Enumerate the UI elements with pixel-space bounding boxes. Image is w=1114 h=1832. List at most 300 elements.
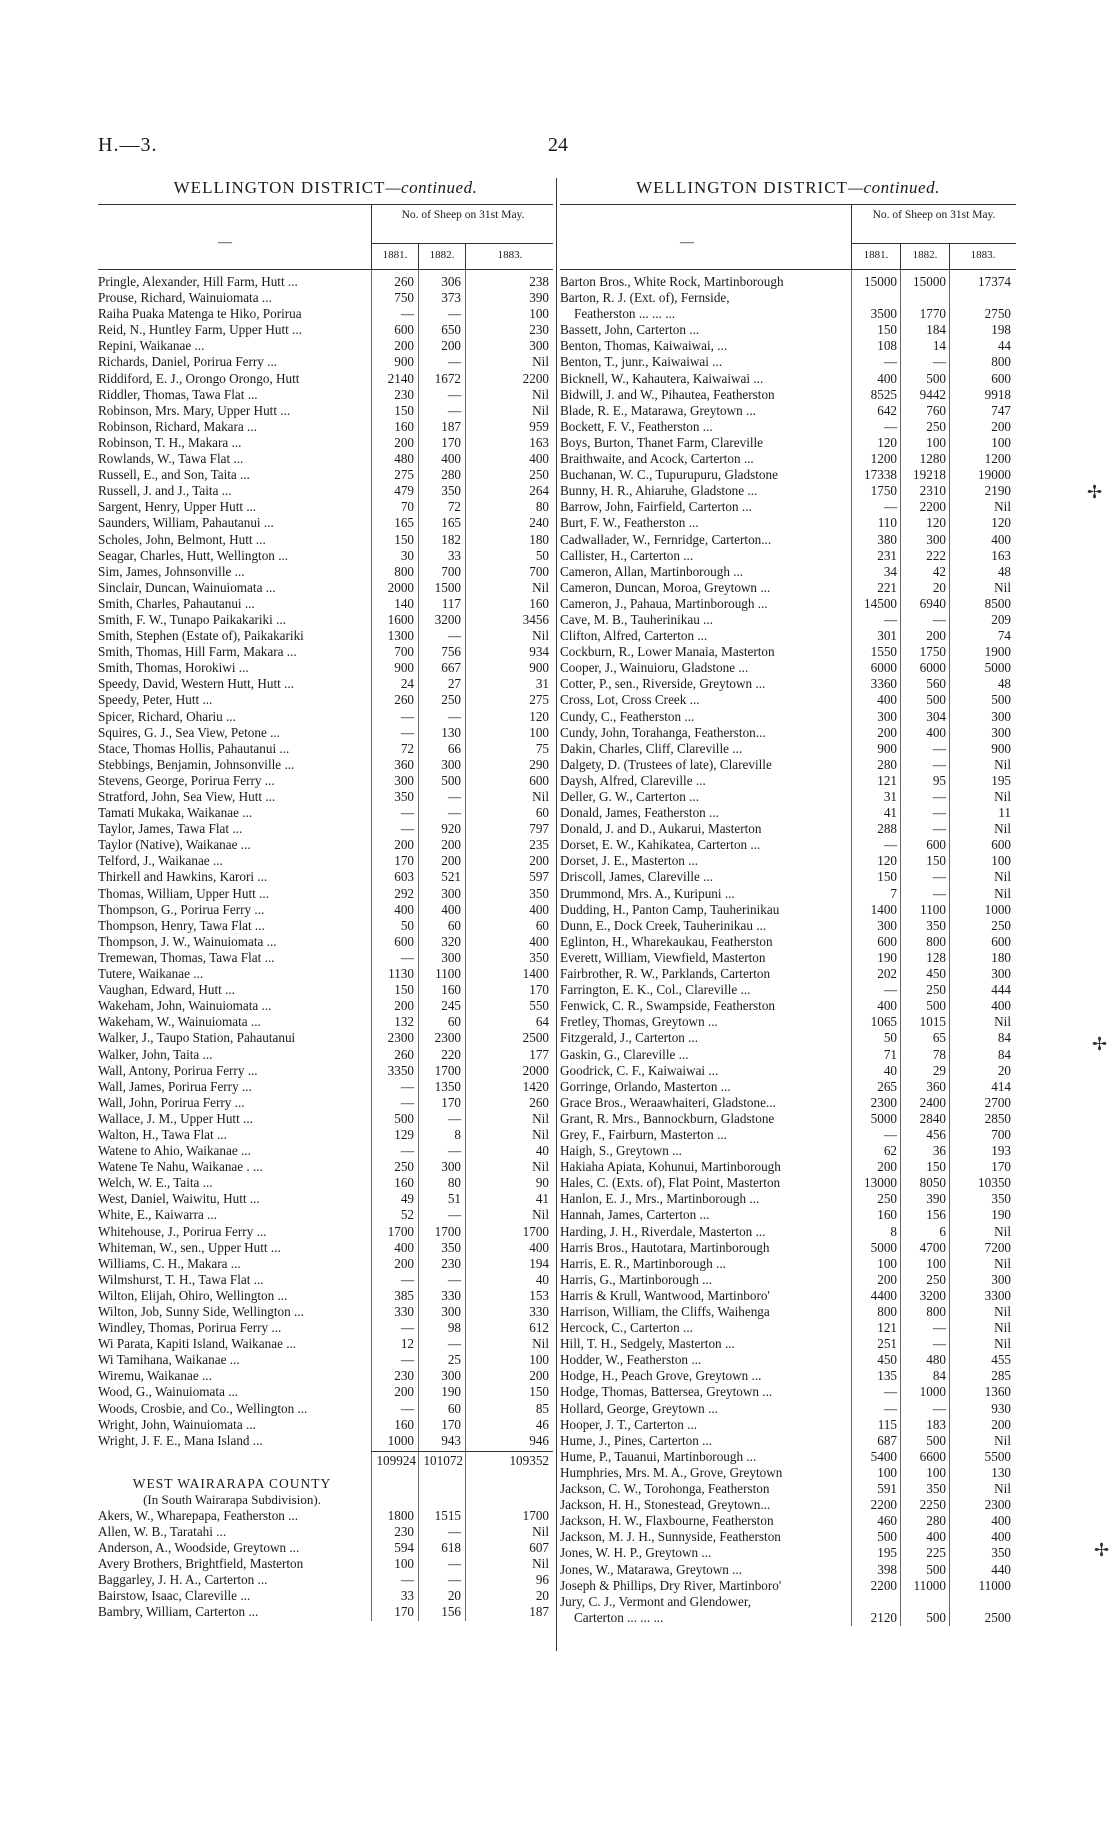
table-row: [560, 934, 1016, 950]
sheep-count-3: 50: [535, 547, 549, 563]
sheep-count-2: 521: [441, 869, 461, 885]
table-row: [560, 306, 1016, 322]
owner-name: Saunders, William, Pahautanui ...: [98, 515, 274, 531]
owner-name: Scholes, John, Belmont, Hutt ...: [98, 531, 266, 547]
owner-name: Wi Parata, Kapiti Island, Waikanae ...: [98, 1336, 297, 1352]
owner-name: Thompson, Henry, Tawa Flat ...: [98, 917, 265, 933]
sheep-count-2: 11000: [913, 1577, 946, 1593]
sheep-count-1: —: [883, 1400, 897, 1416]
sheep-count-2: 20: [447, 1588, 461, 1604]
sheep-count-2: 500: [926, 1561, 946, 1577]
sheep-count-2: 170: [441, 1416, 461, 1432]
sheep-count-3: Nil: [994, 1432, 1011, 1448]
sheep-count-2: 100: [926, 1464, 946, 1480]
sheep-count-2: 700: [441, 563, 461, 579]
table-row: [98, 580, 553, 596]
owner-name: Tamati Mukaka, Waikanae ...: [98, 805, 253, 821]
table-row: [98, 354, 553, 370]
sheep-count-3: 2200: [522, 370, 549, 386]
owner-name: Harris, G., Martinborough ...: [560, 1271, 712, 1287]
sheep-count-2: 66: [447, 740, 461, 756]
sheep-count-1: 292: [394, 885, 414, 901]
sheep-count-3: Nil: [994, 1255, 1011, 1271]
sheep-count-2: 300: [926, 531, 946, 547]
table-row: [560, 1352, 1016, 1368]
sheep-count-1: 230: [394, 386, 414, 402]
table-row: [98, 950, 553, 966]
sheep-count-1: 150: [877, 869, 897, 885]
sheep-count-3: 2700: [984, 1094, 1011, 1110]
table-row: [560, 805, 1016, 821]
owner-name: Riddiford, E. J., Orongo Orongo, Hutt: [98, 370, 300, 386]
owner-name: Hollard, George, Greytown ...: [560, 1400, 718, 1416]
table-row: [98, 467, 553, 483]
table-row: [98, 1304, 553, 1320]
sheep-count-3: 180: [529, 531, 549, 547]
sheep-count-3: 1900: [984, 644, 1011, 660]
sheep-count-3: 400: [529, 451, 549, 467]
sheep-count-2: 190: [441, 1384, 461, 1400]
table-row: [98, 1508, 553, 1524]
owner-name: Whitehouse, J., Porirua Ferry ...: [98, 1223, 267, 1239]
sheep-count-1: 1065: [870, 1014, 897, 1030]
owner-name: Wilton, Job, Sunny Side, Wellington ...: [98, 1304, 304, 1319]
owner-name: Sargent, Henry, Upper Hutt ...: [98, 499, 257, 515]
sheep-count-1: 360: [394, 756, 414, 772]
sheep-count-3: 350: [991, 1545, 1011, 1561]
sheep-count-3: 285: [991, 1368, 1011, 1384]
table-row: [98, 306, 553, 322]
sheep-count-2: 300: [441, 885, 461, 901]
owner-name: Grant, R. Mrs., Bannockburn, Gladstone: [560, 1110, 775, 1126]
sheep-count-3: 2500: [522, 1030, 549, 1046]
sheep-count-3: 260: [529, 1094, 549, 1110]
sheep-count-1: 350: [394, 789, 414, 804]
sheep-count-1: 40: [883, 1062, 897, 1078]
sheep-count-2: 4700: [919, 1239, 946, 1255]
owner-name: Featherston ... ... ...: [574, 306, 676, 322]
sheep-count-3: Nil: [532, 1207, 549, 1223]
sheep-count-3: 700: [529, 563, 549, 579]
sheep-count-3: 74: [997, 628, 1011, 644]
table-row: [98, 451, 553, 467]
owner-name: Wall, John, Porirua Ferry ...: [98, 1094, 245, 1110]
sheep-count-3: 75: [535, 740, 549, 756]
table-row: [560, 1175, 1016, 1191]
table-row: [98, 1030, 553, 1046]
table-row: [560, 1095, 1016, 1111]
sheep-count-2: —: [932, 354, 946, 370]
sheep-count-3: Nil: [532, 354, 549, 370]
sheep-count-3: 10350: [978, 1175, 1011, 1191]
sheep-count-1: 900: [877, 740, 897, 756]
table-row: [98, 1079, 553, 1095]
sheep-count-1: —: [400, 805, 414, 821]
table-row: [560, 837, 1016, 853]
sheep-count-1: 160: [394, 418, 414, 434]
sheep-count-1: 2200: [870, 1497, 897, 1513]
sheep-count-2: 500: [926, 1432, 946, 1448]
sheep-count-3: 275: [529, 692, 549, 708]
owner-name: Benton, T., junr., Kaiwaiwai ...: [560, 354, 723, 370]
sheep-count-2: 220: [441, 1046, 461, 1062]
header-divider: [949, 243, 950, 269]
table-row: [98, 1224, 553, 1240]
sheep-count-2: 500: [441, 772, 461, 788]
sheep-count-1: 121: [877, 772, 897, 788]
sheep-count-2: 51: [447, 1191, 461, 1207]
table-row: [98, 869, 553, 885]
sheep-count-1: 450: [877, 1352, 897, 1368]
sheep-count-2: 182: [441, 531, 461, 547]
owner-name: Bicknell, W., Kahautera, Kaiwaiwai ...: [560, 370, 764, 386]
owner-name: Bidwill, J. and W., Pihautea, Featherston: [560, 386, 775, 402]
table-row: [560, 1014, 1016, 1030]
sheep-count-1: 200: [877, 724, 897, 740]
owner-name: Bambry, William, Carterton ...: [98, 1604, 259, 1620]
table-row: [98, 371, 553, 387]
table-row: [560, 966, 1016, 982]
sheep-count-2: 400: [441, 451, 461, 467]
owner-name: Burt, F. W., Featherston ...: [560, 515, 699, 531]
sheep-count-1: 129: [394, 1126, 414, 1142]
column-divider: [556, 178, 557, 1651]
sheep-count-2: 943: [441, 1432, 461, 1448]
table-row: [560, 1320, 1016, 1336]
table-row: [98, 821, 553, 837]
name-column-heading: —: [680, 235, 694, 250]
sheep-count-3: 934: [529, 644, 549, 660]
sheep-count-1: 642: [877, 402, 897, 418]
sheep-count-2: 100: [926, 434, 946, 450]
sheep-count-2: 120: [926, 515, 946, 531]
owner-name: Hodder, W., Featherston ...: [560, 1352, 702, 1368]
sheep-count-2: 42: [932, 563, 946, 579]
sheep-count-2: 80: [447, 1175, 461, 1191]
sheep-count-1: 30: [400, 547, 414, 563]
sheep-count-2: —: [932, 740, 946, 756]
sheep-count-2: 800: [926, 1304, 946, 1319]
sheep-count-1: 108: [877, 338, 897, 354]
sheep-count-1: —: [883, 1384, 897, 1400]
sheep-count-3: 64: [535, 1014, 549, 1030]
totals-row: [371, 1451, 553, 1470]
table-row: [98, 564, 553, 580]
owner-name: Watene to Ahio, Waikanae ...: [98, 1143, 251, 1159]
sheep-count-3: 900: [529, 660, 549, 676]
sheep-count-2: 150: [926, 1159, 946, 1175]
sheep-count-3: 235: [529, 837, 549, 853]
table-row: [560, 612, 1016, 628]
sheep-count-3: 60: [535, 917, 549, 933]
sheep-count-1: —: [883, 1126, 897, 1142]
sheep-count-3: 120: [529, 708, 549, 724]
table-row: [560, 483, 1016, 499]
owner-name: Wallace, J. M., Upper Hutt ...: [98, 1110, 253, 1126]
sheep-count-1: 260: [394, 274, 414, 289]
table-row: [560, 1191, 1016, 1207]
sheep-count-3: 7200: [984, 1239, 1011, 1255]
table-row: [98, 1588, 553, 1604]
owner-name: Haigh, S., Greytown ...: [560, 1143, 682, 1159]
sheep-count-3: 500: [991, 692, 1011, 708]
sheep-count-1: 3360: [870, 676, 897, 692]
table-row: [560, 1256, 1016, 1272]
sheep-count-1: 900: [394, 660, 414, 676]
table-row: [560, 676, 1016, 692]
sheep-count-1: 301: [877, 628, 897, 644]
sheep-count-2: 60: [447, 1014, 461, 1030]
sheep-count-1: 110: [877, 515, 897, 531]
sheep-count-1: 2300: [870, 1094, 897, 1110]
section-heading: WEST WAIRARAPA COUNTY: [132, 1475, 332, 1491]
sheep-count-2: —: [447, 386, 461, 402]
sheep-count-2: 600: [926, 837, 946, 853]
sheep-count-3: Nil: [994, 885, 1011, 901]
sheep-count-3: 190: [991, 1207, 1011, 1223]
sheep-count-3: 1400: [522, 966, 549, 982]
owner-name: Wiremu, Waikanae ...: [98, 1368, 212, 1384]
owner-name: Taylor (Native), Waikanae ...: [98, 837, 251, 853]
year-heading: 1882.: [912, 249, 938, 261]
sheep-count-2: 1750: [919, 644, 946, 660]
sheep-count-3: 1000: [984, 901, 1011, 917]
owner-name: Wakeham, W., Wainuiomata ...: [98, 1014, 261, 1030]
sheep-count-3: 700: [991, 1126, 1011, 1142]
table-row: [98, 757, 553, 773]
sheep-count-2: 350: [441, 483, 461, 499]
sheep-count-3: 46: [535, 1416, 549, 1432]
owner-name: Hodge, Thomas, Battersea, Greytown ...: [560, 1384, 773, 1400]
sheep-count-2: 920: [441, 821, 461, 837]
sheep-count-3: 100: [991, 853, 1011, 869]
sheep-count-3: 300: [991, 966, 1011, 982]
owner-name: Walton, H., Tawa Flat ...: [98, 1126, 227, 1142]
sheep-count-1: 1600: [387, 611, 414, 627]
owner-name: Smith, Stephen (Estate of), Paikakariki: [98, 628, 304, 644]
sheep-count-1: —: [400, 1143, 414, 1159]
owner-name: Jones, W., Matarawa, Greytown ...: [560, 1561, 743, 1577]
owner-name: Russell, J. and J., Taita ...: [98, 483, 232, 499]
owner-name: Fenwick, C. R., Swampside, Featherston: [560, 998, 776, 1014]
owner-name: Braithwaite, and Acock, Carterton ...: [560, 451, 754, 467]
owner-name: Fairbrother, R. W., Parklands, Carterton: [560, 966, 771, 982]
sheep-count-1: 50: [400, 917, 414, 933]
owner-name: Sinclair, Duncan, Wainuiomata ...: [98, 579, 276, 595]
sheep-count-2: 8: [454, 1126, 461, 1142]
sheep-count-1: 221: [877, 579, 897, 595]
owner-name: Wilton, Elijah, Ohiro, Wellington ...: [98, 1287, 288, 1303]
table-row: [98, 1384, 553, 1400]
sheep-count-1: 900: [394, 354, 414, 370]
sheep-count-1: 230: [394, 1368, 414, 1384]
sheep-count-3: 930: [991, 1400, 1011, 1416]
sheep-count-1: 1300: [387, 628, 414, 644]
sheep-count-3: 747: [991, 402, 1011, 418]
owner-name: Vaughan, Edward, Hutt ...: [98, 982, 235, 998]
owner-name: Raiha Puaka Matenga te Hiko, Porirua: [98, 306, 302, 322]
sheep-count-1: 200: [394, 837, 414, 853]
table-row: [560, 1143, 1016, 1159]
sheep-count-1: 1000: [387, 1432, 414, 1448]
sheep-count-2: 1500: [434, 579, 461, 595]
table-row: [98, 612, 553, 628]
sheep-count-2: 300: [441, 1368, 461, 1384]
owner-name: Bockett, F. V., Featherston ...: [560, 418, 713, 434]
owner-name: Welch, W. E., Taita ...: [98, 1175, 213, 1191]
sheep-count-1: 200: [394, 998, 414, 1014]
sheep-count-3: 40: [535, 1271, 549, 1287]
owner-name: Repini, Waikanae ...: [98, 338, 205, 354]
sheep-count-3: 84: [997, 1046, 1011, 1062]
sheep-count-3: Nil: [994, 789, 1011, 804]
table-row: [560, 451, 1016, 467]
owner-name: Riddler, Thomas, Tawa Flat ...: [98, 386, 258, 402]
sheep-count-3: 17374: [978, 274, 1011, 289]
sheep-count-2: —: [447, 1523, 461, 1539]
table-row: [560, 1368, 1016, 1384]
table-row: [560, 644, 1016, 660]
sheep-count-2: 1700: [434, 1062, 461, 1078]
sheep-count-1: —: [400, 1078, 414, 1094]
sheep-count-2: 500: [926, 370, 946, 386]
table-row: [560, 950, 1016, 966]
sheep-count-heading: No. of Sheep on 31st May.: [872, 209, 996, 221]
sheep-count-2: 200: [441, 853, 461, 869]
sheep-count-2: 500: [926, 1609, 946, 1625]
table-row: [560, 789, 1016, 805]
sheep-count-1: 200: [877, 1159, 897, 1175]
sheep-count-1: 52: [400, 1207, 414, 1223]
table-row: [98, 934, 553, 950]
sheep-count-2: 280: [926, 1513, 946, 1529]
sheep-count-3: 48: [997, 563, 1011, 579]
sheep-count-1: 251: [877, 1336, 897, 1352]
owner-name: Wall, Antony, Porirua Ferry ...: [98, 1062, 258, 1078]
left-table-body: [98, 270, 553, 1621]
sheep-count-1: 200: [877, 1271, 897, 1287]
table-row: [560, 1545, 1016, 1561]
owner-name: Baggarley, J. H. A., Carterton ...: [98, 1572, 268, 1588]
owner-name: White, E., Kaiwarra ...: [98, 1207, 218, 1223]
sheep-count-3: 180: [991, 949, 1011, 965]
sheep-count-2: 170: [441, 434, 461, 450]
owner-name: Gorringe, Orlando, Masterton ...: [560, 1078, 731, 1094]
sheep-count-3: 946: [529, 1432, 549, 1448]
sheep-count-1: 400: [877, 370, 897, 386]
sheep-count-3: 31: [535, 676, 549, 692]
sheep-count-2: 184: [926, 322, 946, 338]
owner-name: Grey, F., Fairburn, Masterton ...: [560, 1126, 727, 1142]
sheep-count-2: 350: [926, 917, 946, 933]
table-row: [98, 499, 553, 515]
sheep-count-3: 3456: [522, 611, 549, 627]
table-row: [98, 628, 553, 644]
owner-name: Smith, Thomas, Horokiwi ...: [98, 660, 249, 676]
table-row: [98, 789, 553, 805]
owner-name: Cotter, P., sen., Riverside, Greytown ...: [560, 676, 766, 692]
sheep-count-3: Nil: [994, 1223, 1011, 1239]
sheep-count-1: 460: [877, 1513, 897, 1529]
owner-name: Benton, Thomas, Kaiwaiwai, ...: [560, 338, 728, 354]
sheep-count-1: 150: [394, 982, 414, 998]
sheep-count-1: 15000: [864, 274, 897, 289]
owner-name: Jackson, M. J. H., Sunnyside, Featherston: [560, 1529, 781, 1545]
table-row: [98, 1368, 553, 1384]
sheep-count-2: —: [447, 1143, 461, 1159]
page-number: 24: [548, 134, 568, 156]
table-row: [560, 1594, 1016, 1610]
total-2: 101072: [423, 1452, 463, 1468]
owner-name: Hooper, J. T., Carterton ...: [560, 1416, 698, 1432]
table-row: [560, 741, 1016, 757]
sheep-count-2: 95: [932, 772, 946, 788]
sheep-count-3: 198: [991, 322, 1011, 338]
sheep-count-2: 756: [441, 644, 461, 660]
sheep-count-2: —: [447, 1556, 461, 1572]
table-row: [98, 1336, 553, 1352]
sheep-count-1: 603: [394, 869, 414, 885]
table-row: [98, 1014, 553, 1030]
table-row: [560, 628, 1016, 644]
year-heading: 1881.: [863, 249, 889, 261]
sheep-count-1: —: [400, 1352, 414, 1368]
table-row: [560, 998, 1016, 1014]
sheep-count-3: 96: [535, 1572, 549, 1588]
sheep-count-1: —: [400, 1400, 414, 1416]
owner-name: Dakin, Charles, Cliff, Clareville ...: [560, 740, 743, 756]
owner-name: Speedy, Peter, Hutt ...: [98, 692, 213, 708]
sheep-count-1: 2300: [387, 1030, 414, 1046]
sheep-count-3: 390: [529, 290, 549, 306]
sheep-count-2: 304: [926, 708, 946, 724]
owner-name: Tremewan, Thomas, Tawa Flat ...: [98, 949, 275, 965]
sheep-count-2: 2310: [919, 483, 946, 499]
table-row: [98, 1417, 553, 1433]
sheep-count-3: 20: [997, 1062, 1011, 1078]
sheep-count-1: 400: [877, 998, 897, 1014]
sheep-count-1: 33: [400, 1588, 414, 1604]
sheep-count-2: 1000: [919, 1384, 946, 1400]
sheep-count-2: 500: [926, 998, 946, 1014]
sheep-count-1: 12: [400, 1336, 414, 1352]
sheep-count-1: —: [883, 611, 897, 627]
table-row: [98, 692, 553, 708]
owner-name: Stebbings, Benjamin, Johnsonville ...: [98, 756, 295, 772]
sheep-count-2: 1350: [434, 1078, 461, 1094]
sheep-count-2: —: [447, 1271, 461, 1287]
sheep-count-1: 600: [394, 933, 414, 949]
sheep-count-1: —: [400, 949, 414, 965]
owner-name: Goodrick, C. F., Kaiwaiwai ...: [560, 1062, 719, 1078]
sheep-count-3: 120: [991, 515, 1011, 531]
sheep-count-1: 1700: [387, 1223, 414, 1239]
table-row: [560, 853, 1016, 869]
owner-name: Joseph & Phillips, Dry River, Martinboro': [560, 1577, 782, 1593]
total-1: 109924: [376, 1452, 416, 1468]
sheep-count-3: 1700: [522, 1223, 549, 1239]
table-row: [560, 1562, 1016, 1578]
table-row: [560, 435, 1016, 451]
header-divider: [465, 243, 466, 269]
sheep-count-1: 1200: [870, 451, 897, 467]
sheep-count-1: 150: [877, 322, 897, 338]
owner-name: Wi Tamihana, Waikanae ...: [98, 1352, 240, 1368]
sheep-count-3: 9918: [984, 386, 1011, 402]
sheep-count-1: 687: [877, 1432, 897, 1448]
sheep-count-1: 5400: [870, 1448, 897, 1464]
sheep-count-2: 183: [926, 1416, 946, 1432]
